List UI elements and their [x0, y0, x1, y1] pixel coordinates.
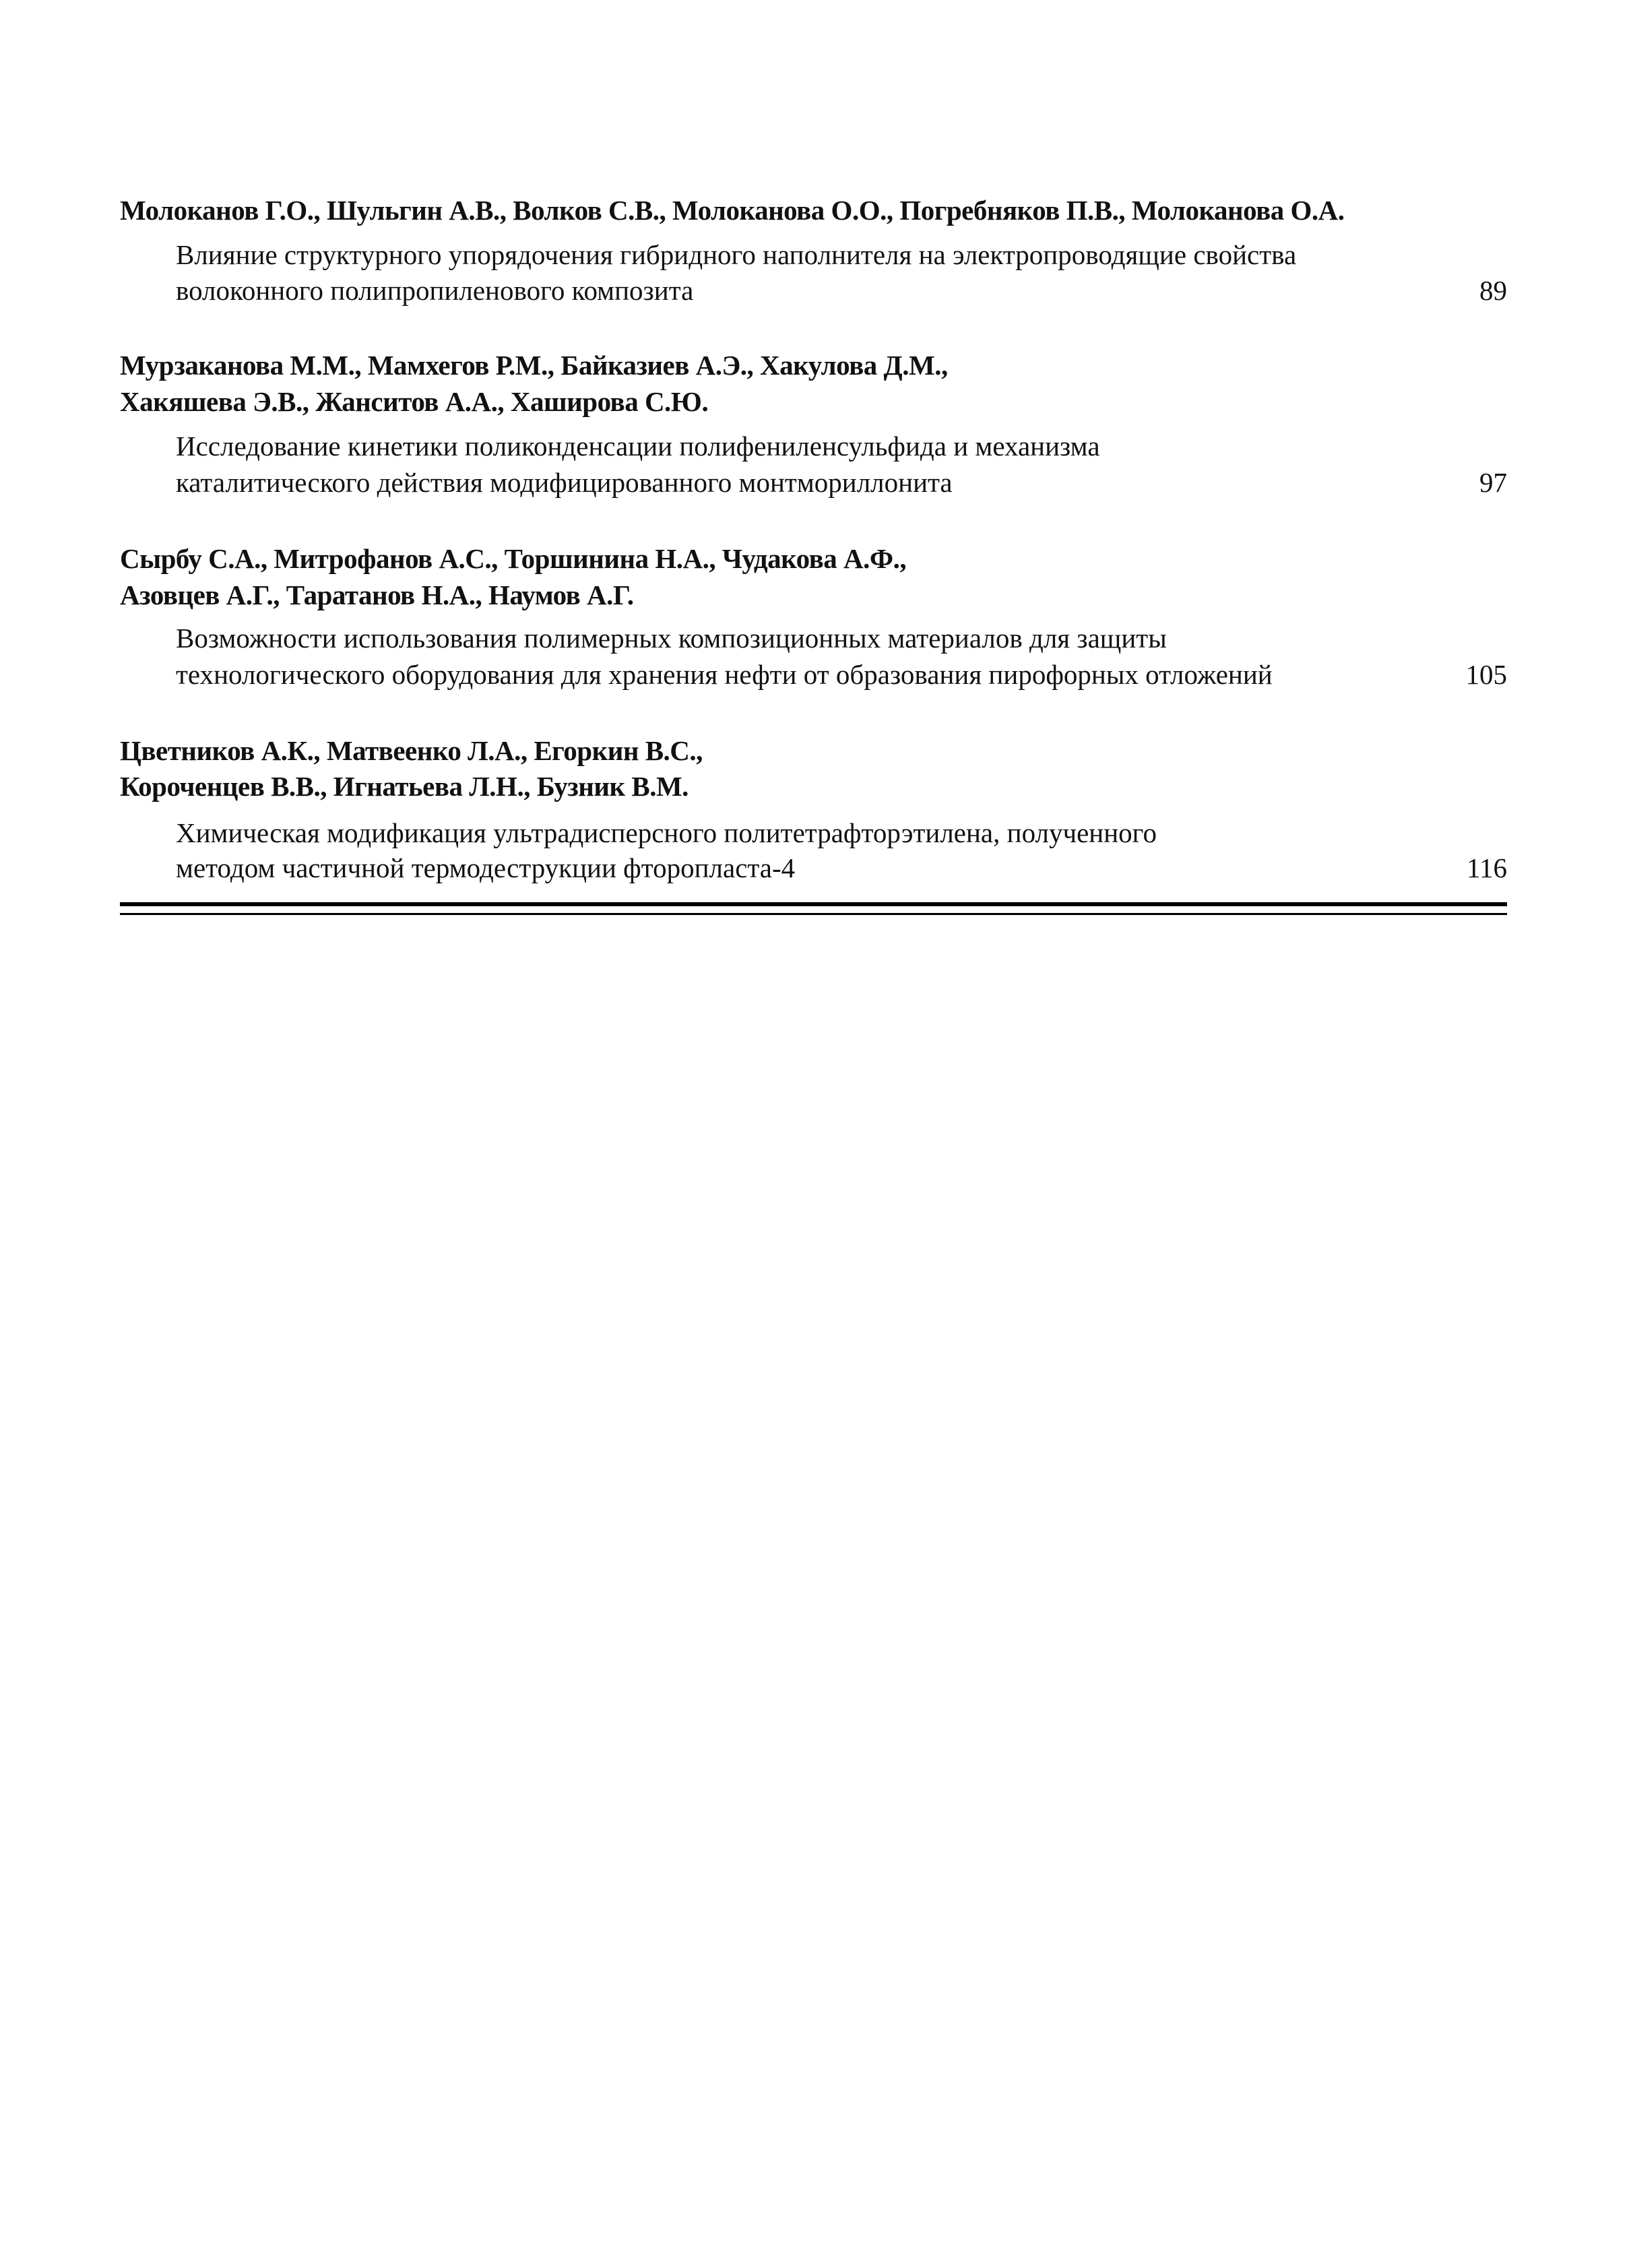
entry-authors: Азовцев А.Г., Таратанов Н.А., Наумов А.Г.	[120, 579, 634, 610]
entry-page-number: 97	[1479, 467, 1507, 498]
entry-page-number: 105	[1465, 659, 1507, 690]
entry-title: Возможности использования полимерных композиционных материалов для защиты	[176, 623, 1167, 654]
entry-title: Влияние структурного упорядочения гибридного наполнителя на электропроводящие свойства	[176, 239, 1297, 270]
entry-authors: Молоканов Г.О., Шульгин А.В., Волков С.В., Молоканова О.О., Погребняков П.В., Молоканова О.А.	[120, 195, 1345, 226]
entry-authors: Хакяшева Э.В., Жанситов А.А., Хаширова С.Ю.	[120, 386, 709, 417]
entry-title: каталитического действия модифицированного монтмориллонита	[176, 467, 953, 498]
entry-authors: Цветников А.К., Матвеенко Л.А., Егоркин В.С.,	[120, 735, 703, 766]
entry-title: методом частичной термодеструкции фторопласта-4	[176, 852, 796, 883]
entry-page-number: 89	[1479, 275, 1507, 306]
entry-page-number: 116	[1467, 852, 1507, 883]
entry-title: волоконного полипропиленового композита	[176, 275, 694, 306]
entry-authors: Короченцев В.В., Игнатьева Л.Н., Бузник В.М.	[120, 771, 689, 802]
divider-thin	[120, 913, 1507, 915]
divider-thick	[120, 902, 1507, 906]
entry-title: технологического оборудования для хранения нефти от образования пирофорных отложений	[176, 659, 1273, 690]
entry-authors: Сырбу С.А., Митрофанов А.С., Торшинина Н.А., Чудакова А.Ф.,	[120, 543, 907, 574]
entry-title: Исследование кинетики поликонденсации полифениленсульфида и механизма	[176, 431, 1100, 462]
entry-title: Химическая модификация ультрадисперсного политетрафторэтилена, полученного	[176, 817, 1157, 848]
entry-authors: Мурзаканова М.М., Мамхегов Р.М., Байказиев А.Э., Хакулова Д.М.,	[120, 350, 948, 381]
